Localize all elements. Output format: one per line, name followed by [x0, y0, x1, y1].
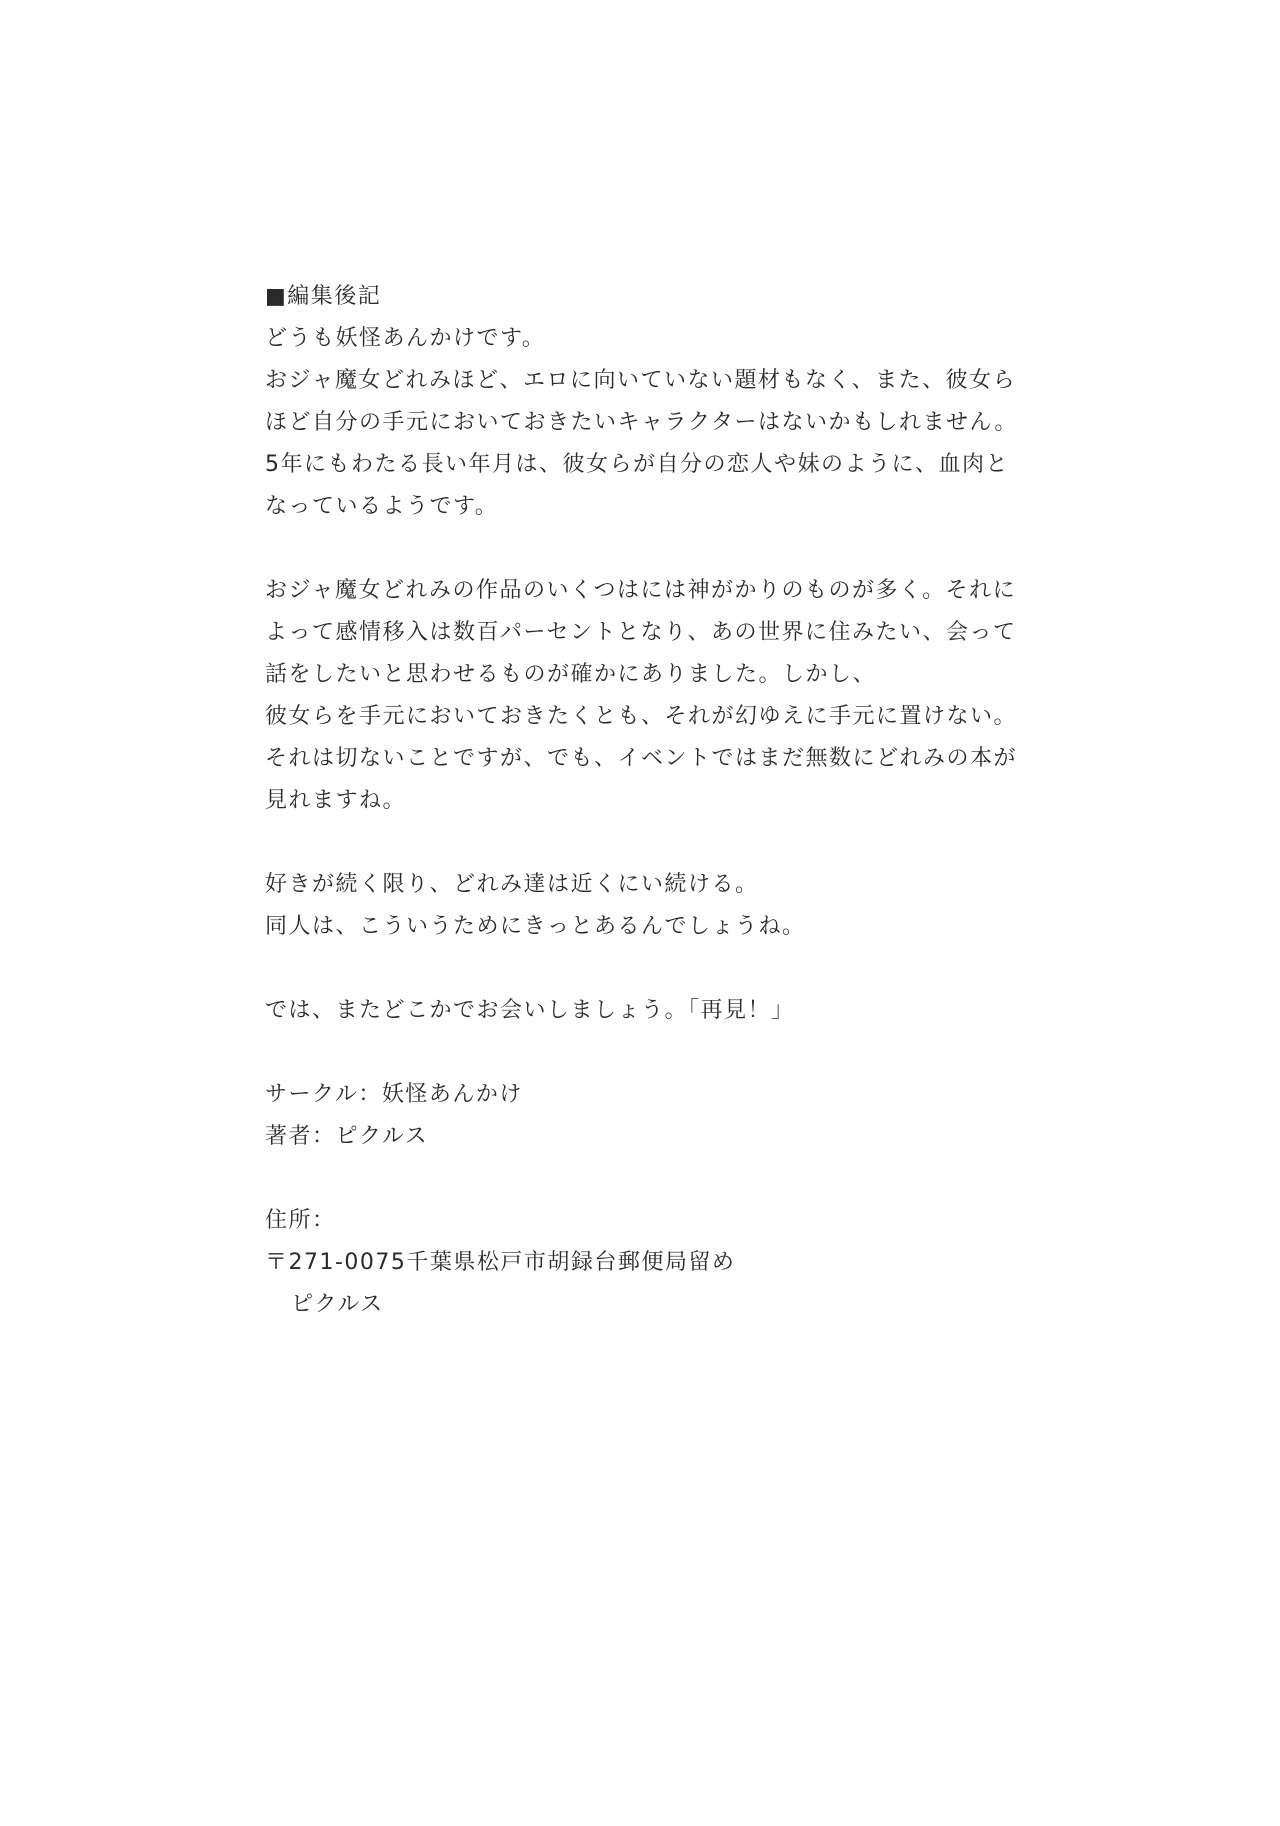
text-line: おジャ魔女どれみほど、エロに向いていない題材もなく、また、彼女ら [265, 368, 1017, 393]
text-line: 5年にもわたる長い年月は、彼女らが自分の恋人や妹のように、血肉と [265, 452, 1009, 477]
paragraph-gap [265, 948, 1085, 990]
paragraph-gap [265, 528, 1085, 570]
author-credit: 著者：ピクルス [265, 1124, 429, 1149]
paragraph-3 [265, 864, 1085, 948]
paragraph-1 [265, 318, 1085, 528]
text-line: 話をしたいと思わせるものが確かにありました。しかし、 [265, 662, 877, 687]
afterword-text [265, 276, 1085, 1326]
text-line: それは切ないことですが、でも、イベントではまだ無数にどれみの本が [265, 746, 1018, 771]
text-line: なっているようです。 [265, 494, 499, 519]
credits [265, 1074, 1085, 1158]
address-line: 〒271-0075千葉県松戸市胡録台郵便局留め [265, 1250, 736, 1275]
address-block [265, 1200, 1085, 1326]
text-line: ほど自分の手元においておきたいキャラクターはないかもしれません。 [265, 410, 1018, 435]
section-heading: ■編集後記 [265, 284, 382, 309]
address-name: ピクルス [291, 1292, 384, 1317]
text-line: 好きが続く限り、どれみ達は近くにい続ける。 [265, 872, 759, 897]
text-line: どうも妖怪あんかけです。 [265, 326, 546, 351]
paragraph-gap [265, 822, 1085, 864]
paragraph-gap [265, 1032, 1085, 1074]
text-line: よって感情移入は数百パーセントとなり、あの世界に住みたい、会って [265, 620, 1017, 645]
paragraph-2 [265, 570, 1085, 822]
text-line: おジャ魔女どれみの作品のいくつはには神がかりのものが多く。それに [265, 578, 1017, 603]
address-label: 住所： [265, 1208, 336, 1233]
circle-credit: サークル：妖怪あんかけ [265, 1082, 523, 1107]
text-line: 彼女らを手元においておきたくとも、それが幻ゆえに手元に置けない。 [265, 704, 1018, 729]
text-line: 見れますね。 [265, 788, 407, 813]
text-line: 同人は、こういうためにきっとあるんでしょうね。 [265, 914, 806, 939]
paragraph-gap [265, 1158, 1085, 1200]
farewell-line: では、またどこかでお会いしましょう。「再見！」 [265, 998, 795, 1023]
